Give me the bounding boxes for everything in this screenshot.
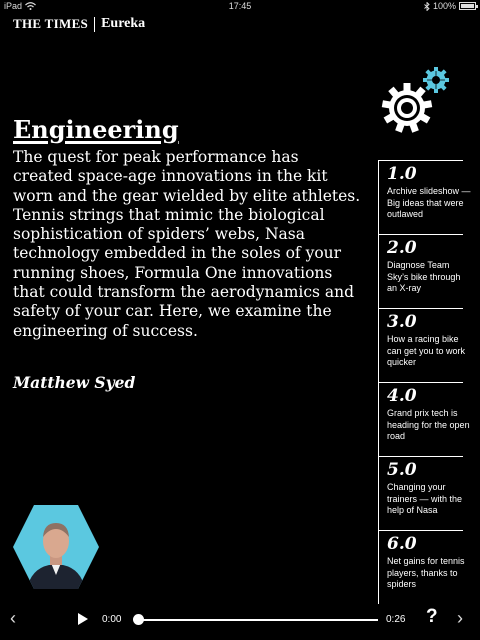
toc-item-4[interactable] — [378, 382, 478, 456]
toc-item-1[interactable] — [378, 160, 478, 234]
toc-number: 3.0 — [387, 312, 417, 332]
toc-number: 6.0 — [387, 534, 417, 554]
audio-player — [0, 600, 480, 640]
battery-percent: 100% — [432, 1, 456, 11]
toc-rule — [379, 382, 463, 383]
toc-rule — [379, 456, 463, 457]
times-logo: THE TIMES — [13, 16, 89, 31]
author-portrait — [13, 505, 99, 589]
status-bar — [0, 0, 480, 14]
carrier-label: iPad — [4, 1, 23, 11]
help-button[interactable]: ? — [426, 606, 438, 627]
toc-description: Net gains for tennis players, thanks to spiders — [387, 556, 465, 589]
progress-track[interactable] — [138, 619, 378, 621]
next-page-button[interactable]: › — [457, 608, 463, 628]
toc-description: Diagnose Team Sky’s bike through an X-ray — [387, 260, 461, 293]
battery-fill — [461, 4, 474, 8]
toc-description: How a racing bike can get you to work quicker — [387, 334, 466, 367]
masthead-divider — [94, 17, 95, 32]
toc-item-2[interactable] — [378, 234, 478, 308]
toc-list — [378, 160, 478, 604]
article-intro: The quest for peak performance has created space-age innovations in the kit worn and the gear wielded by elite athletes. Tennis strings that mimic the biological sophistication of spiders’ webs, Nasa technology embedded in the soles of your running shoes, Formula One innovations that could transform the aerodynamics and safety of your car. Here, we examine the engineering of success. — [13, 148, 361, 340]
current-time: 0:00 — [102, 614, 122, 625]
masthead — [13, 16, 145, 32]
toc-description: Changing your trainers — with the help of Nasa — [387, 482, 463, 515]
battery-icon — [459, 2, 476, 10]
play-button[interactable] — [78, 613, 88, 625]
toc-number: 2.0 — [387, 238, 417, 258]
article-byline: Matthew Syed — [13, 373, 136, 392]
duration: 0:26 — [386, 614, 406, 625]
toc-rule — [379, 530, 463, 531]
article-headline: Engineering — [13, 115, 179, 144]
toc-description: Grand prix tech is heading for the open road — [387, 408, 470, 441]
toc-rule — [379, 160, 463, 161]
previous-page-button[interactable]: ‹ — [10, 608, 16, 628]
toc-number: 4.0 — [387, 386, 417, 406]
toc-rule — [379, 234, 463, 235]
toc-description: Archive slideshow — Big ideas that were outlawed — [387, 186, 471, 219]
clock: 17:45 — [228, 1, 252, 11]
toc-number: 5.0 — [387, 460, 417, 480]
toc-rule — [379, 308, 463, 309]
progress-knob[interactable] — [133, 614, 144, 625]
bluetooth-icon — [424, 2, 430, 11]
section-name: Eureka — [101, 16, 146, 31]
toc-item-5[interactable] — [378, 456, 478, 530]
status-right — [424, 1, 476, 11]
toc-number: 1.0 — [387, 164, 417, 184]
toc-item-3[interactable] — [378, 308, 478, 382]
toc-item-6[interactable] — [378, 530, 478, 604]
gears-icon — [380, 64, 452, 136]
